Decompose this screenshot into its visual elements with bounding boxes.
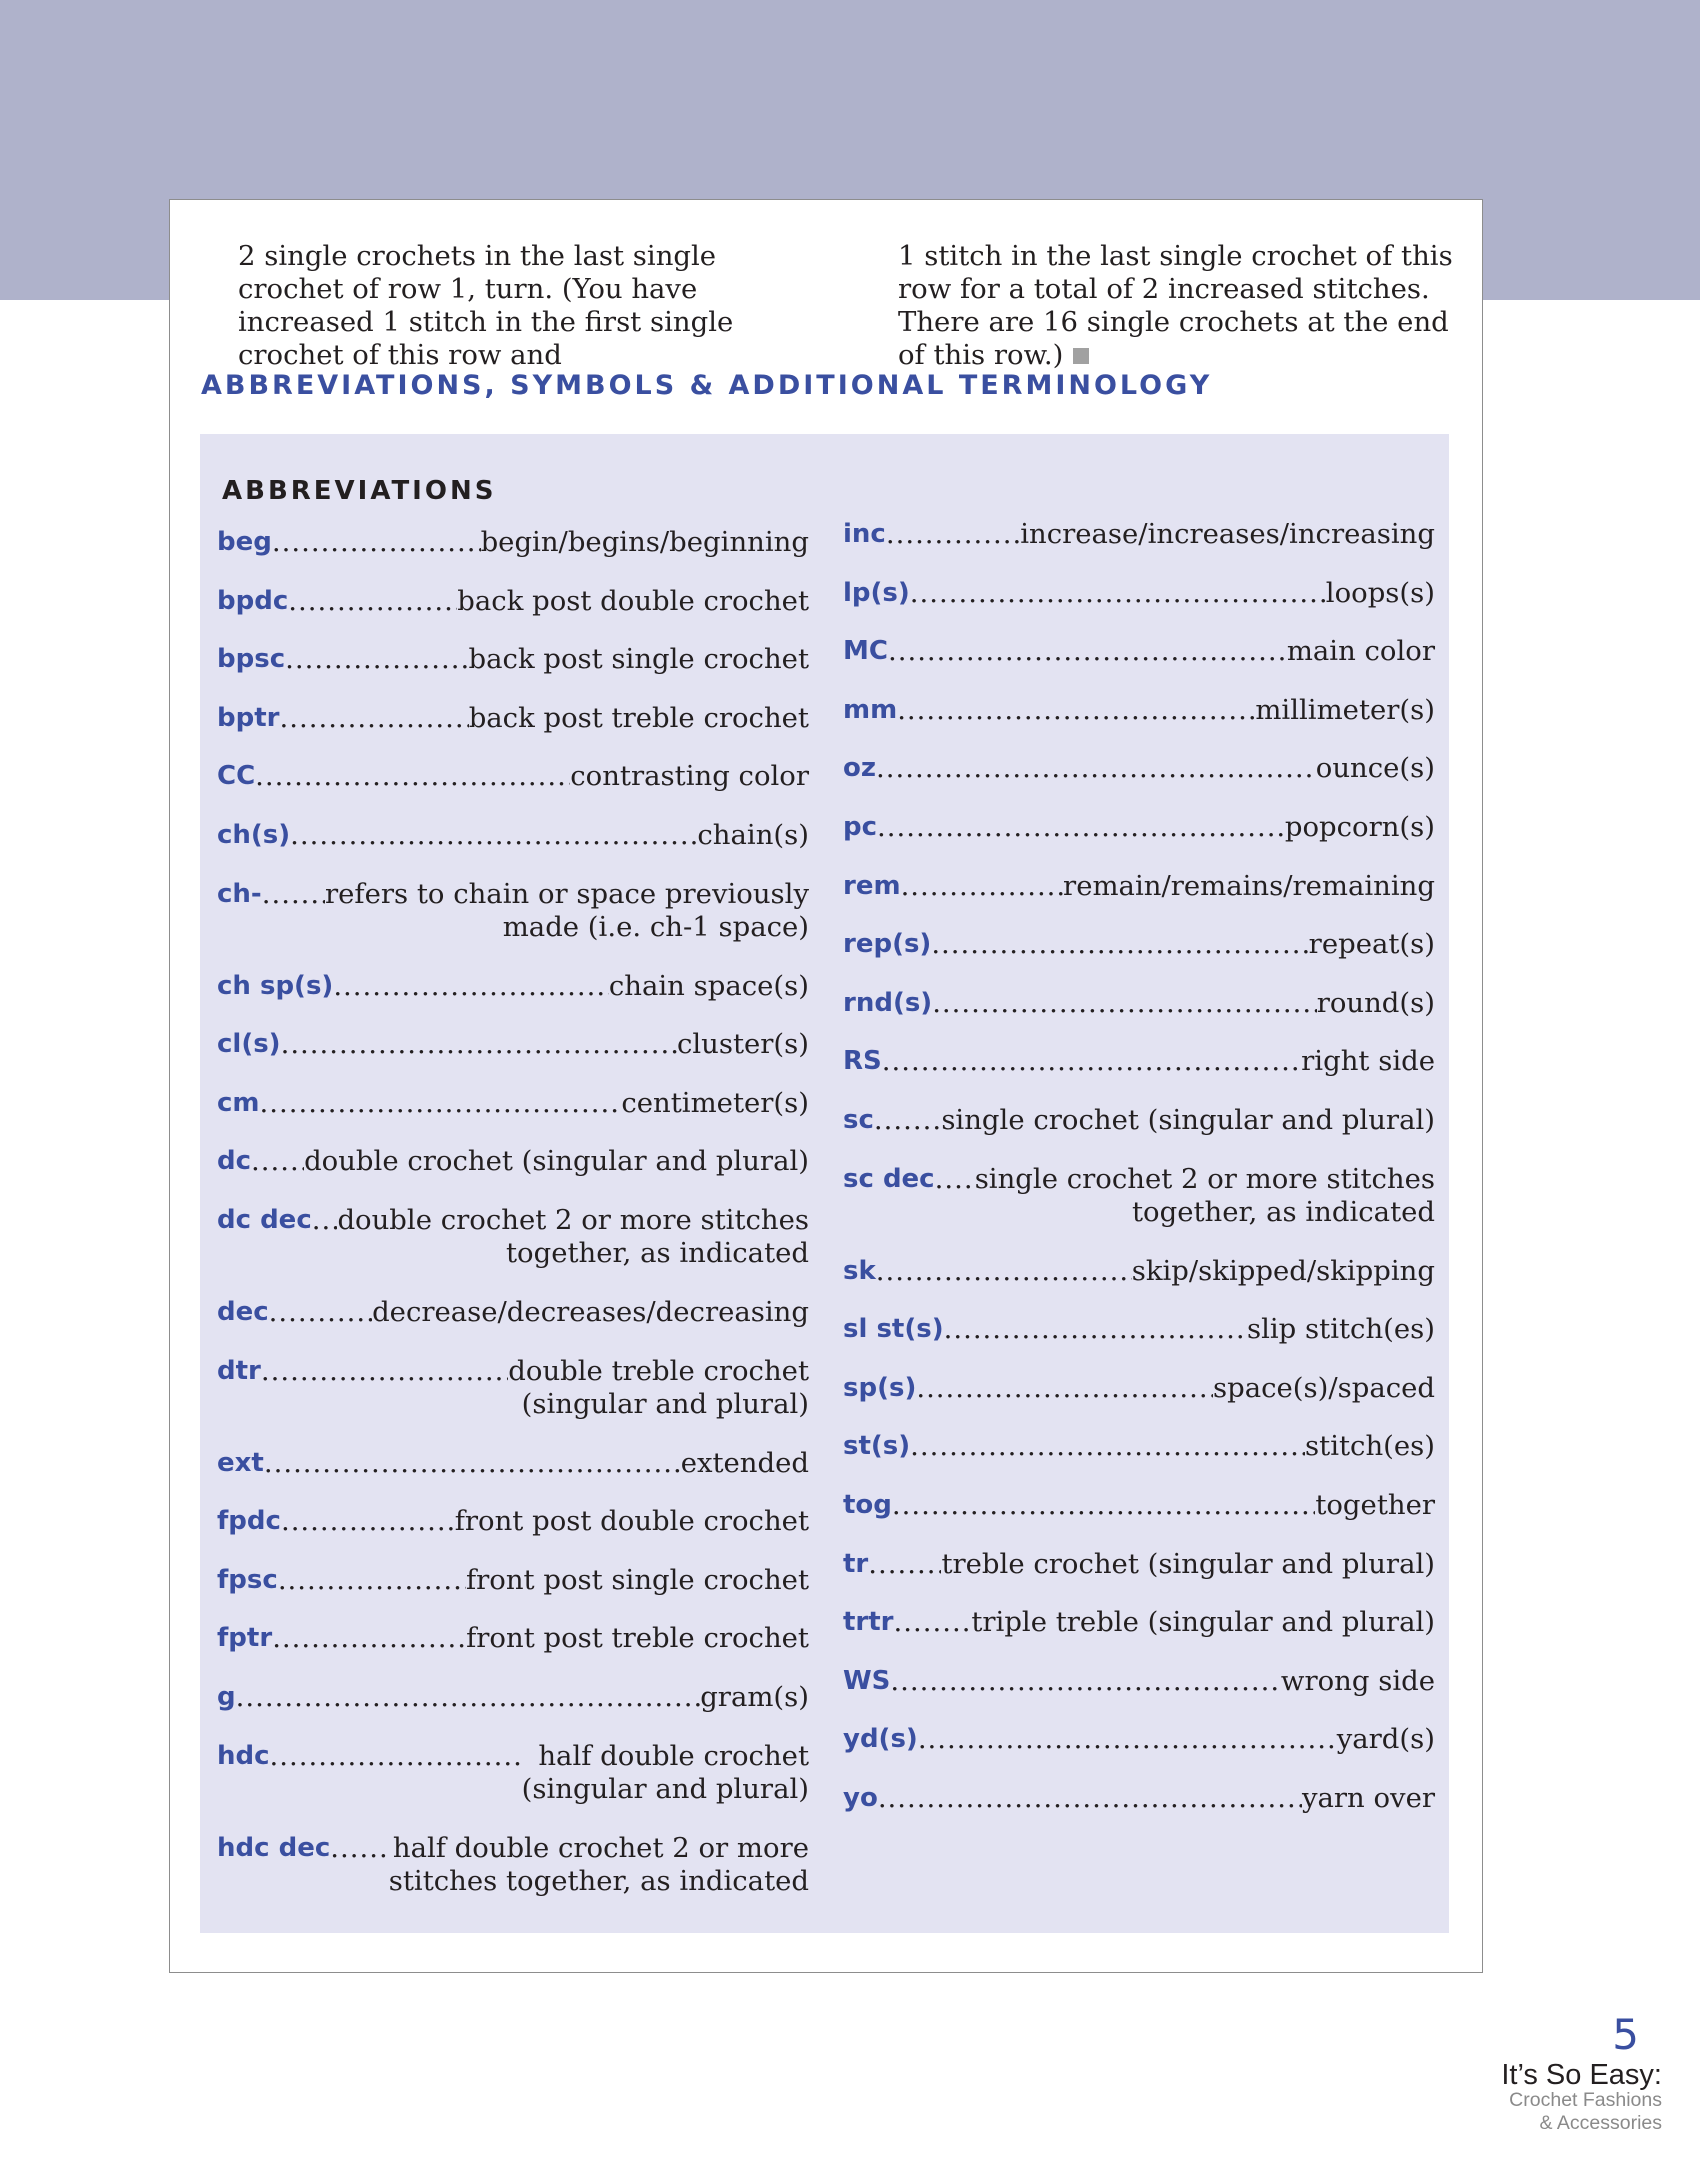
- dot-leader: [278, 1564, 466, 1597]
- definition-line-1: begin/begins/beginning: [480, 526, 809, 558]
- abbreviation-definition: [389, 1832, 809, 1898]
- dot-leader: [886, 518, 1020, 551]
- abbreviation-definition-wrap: [894, 1606, 1435, 1639]
- definition-line-1: half double crochet 2 or more: [392, 1831, 809, 1864]
- definition-line-1: chain space(s): [608, 969, 809, 1002]
- abbreviation-definition-wrap: [290, 819, 809, 852]
- abbreviation-term: dc dec: [217, 1204, 312, 1235]
- book-title: It’s So Easy:: [1501, 2059, 1662, 2091]
- abbreviation-entry: [843, 1782, 1435, 1841]
- intro-left-paragraph: 2 single crochets in the last single crochet of row 1, turn. (You have increased 1 stitch in the first single crochet of this row and: [238, 240, 734, 371]
- abbreviation-entry: [217, 1145, 809, 1204]
- abbreviation-definition: [681, 1447, 809, 1480]
- definition-line-1: decrease/decreases/decreasing: [372, 1295, 809, 1328]
- dot-leader: [264, 1447, 681, 1480]
- abbreviation-term: hdc dec: [217, 1832, 331, 1863]
- dot-leader: [261, 1355, 508, 1388]
- abbreviation-definition: [697, 819, 809, 852]
- abbreviation-definition-wrap: [931, 928, 1435, 961]
- dot-leader: [878, 1782, 1302, 1815]
- abbreviation-entry: [217, 1028, 809, 1087]
- abbreviation-term: dc: [217, 1146, 252, 1177]
- definition-line-1: centimeter(s): [621, 1086, 809, 1119]
- abbreviation-definition: [469, 643, 809, 676]
- abbreviation-entry: [217, 643, 809, 702]
- abbreviation-entry: [217, 878, 809, 970]
- abbreviation-definition-wrap: [260, 1087, 809, 1120]
- abbreviation-term: tog: [843, 1489, 892, 1520]
- abbreviation-definition-wrap: [892, 1489, 1435, 1522]
- definition-line-1: slip stitch(es): [1246, 1313, 1435, 1346]
- definition-line-2: made (i.e. ch-1 space): [502, 910, 809, 943]
- dot-leader: [290, 819, 697, 852]
- definition-line-1: contrasting color: [570, 760, 809, 793]
- abbreviation-entry: [843, 577, 1435, 636]
- abbreviation-entry: [843, 635, 1435, 694]
- abbreviation-definition-wrap: [910, 577, 1435, 610]
- abbreviation-definition: [466, 1622, 809, 1655]
- abbreviation-definition: [941, 1548, 1435, 1581]
- abbreviation-entry: [217, 1622, 809, 1681]
- definition-line-1: triple treble (singular and plural): [971, 1606, 1435, 1639]
- abbreviation-entry: [843, 752, 1435, 811]
- abbreviation-entry: [843, 987, 1435, 1046]
- abbreviation-definition-wrap: [281, 1028, 809, 1061]
- abbreviation-definition: [337, 1204, 809, 1270]
- dot-leader: [876, 1255, 1132, 1288]
- abbreviations-panel: [200, 434, 1449, 1933]
- dot-leader: [312, 1204, 338, 1237]
- definition-line-1: double crochet 2 or more stitches: [337, 1203, 809, 1236]
- abbreviation-term: lp(s): [843, 577, 910, 608]
- dot-leader: [932, 987, 1317, 1020]
- definition-line-1: half double crochet: [538, 1739, 809, 1772]
- abbreviation-definition: [700, 1681, 809, 1714]
- definition-line-2: (singular and plural): [521, 1387, 809, 1420]
- abbreviation-definition: [1281, 1665, 1435, 1698]
- dot-leader: [251, 1145, 304, 1178]
- abbreviation-definition-wrap: [272, 1622, 809, 1655]
- abbreviation-entry: [217, 1832, 809, 1924]
- abbreviation-term: g: [217, 1681, 236, 1712]
- abbreviation-term: pc: [843, 811, 878, 842]
- abbreviation-definition: [1302, 1782, 1435, 1815]
- abbreviation-definition: [508, 1355, 809, 1421]
- abbreviation-entry: [843, 694, 1435, 753]
- definition-line-1: round(s): [1316, 986, 1435, 1019]
- abbreviation-definition: [1301, 1045, 1435, 1078]
- abbreviation-definition-wrap: [910, 1430, 1435, 1463]
- definition-line-1: front post double crochet: [454, 1505, 809, 1538]
- abbreviation-definition-wrap: [270, 1740, 809, 1806]
- abbreviation-definition-wrap: [255, 760, 809, 793]
- definition-line-1: remain/remains/remaining: [1063, 869, 1435, 902]
- dot-leader: [255, 760, 570, 793]
- definition-line-1: popcorn(s): [1284, 810, 1435, 843]
- abbreviation-entry: [843, 1104, 1435, 1163]
- abbreviation-definition-wrap: [272, 526, 809, 559]
- dot-leader: [892, 1489, 1315, 1522]
- definition-line-1: yard(s): [1336, 1723, 1435, 1756]
- abbreviation-entry: [843, 1606, 1435, 1665]
- abbreviation-term: beg: [217, 527, 272, 557]
- definition-line-1: loops(s): [1325, 576, 1435, 609]
- abbreviation-entry: [217, 1740, 809, 1832]
- intro-right-text: 1 stitch in the last single crochet of this row for a total of 2 increased stitches. There are 16 single crochets at the end of this row.): [898, 240, 1453, 371]
- abbreviation-definition-wrap: [882, 1045, 1435, 1078]
- abbreviation-entry: [843, 1548, 1435, 1607]
- book-subtitle: [1509, 2089, 1662, 2135]
- abbreviations-left-column: [217, 526, 809, 1924]
- dot-leader: [910, 1430, 1305, 1463]
- dot-leader: [916, 1372, 1213, 1405]
- abbreviation-entry: [217, 970, 809, 1029]
- definition-line-1: millimeter(s): [1255, 693, 1435, 726]
- abbreviation-term: inc: [843, 519, 886, 549]
- definition-line-2: (singular and plural): [521, 1772, 809, 1805]
- definition-line-1: ounce(s): [1315, 752, 1435, 785]
- abbreviation-definition: [1247, 1313, 1435, 1346]
- dot-leader: [882, 1045, 1301, 1078]
- abbreviation-entry: [843, 1430, 1435, 1489]
- abbreviation-entry: [843, 870, 1435, 929]
- definition-line-1: front post single crochet: [465, 1563, 809, 1596]
- book-subtitle-line-1: Crochet Fashions: [1509, 2089, 1662, 2111]
- abbreviation-term: mm: [843, 694, 898, 725]
- dot-leader: [901, 870, 1063, 903]
- dot-leader: [272, 1622, 466, 1655]
- abbreviation-term: tr: [843, 1548, 869, 1579]
- end-square-icon: [1073, 348, 1089, 364]
- abbreviation-definition: [1305, 1430, 1435, 1463]
- abbreviation-definition-wrap: [935, 1163, 1435, 1229]
- abbreviation-definition: [325, 878, 809, 944]
- abbreviation-term: sp(s): [843, 1372, 917, 1403]
- abbreviation-definition: [1285, 811, 1435, 844]
- definition-line-1: together: [1315, 1488, 1435, 1521]
- abbreviation-entry: [843, 518, 1435, 577]
- abbreviation-definition: [481, 526, 809, 559]
- abbreviation-term: hdc: [217, 1740, 270, 1771]
- abbreviation-definition-wrap: [251, 1145, 809, 1178]
- intro-right-column: [898, 240, 1478, 372]
- dot-leader: [935, 1163, 975, 1196]
- abbreviation-term: yd(s): [843, 1724, 918, 1755]
- definition-line-1: treble crochet (singular and plural): [941, 1547, 1435, 1580]
- abbreviation-definition-wrap: [288, 585, 809, 618]
- abbreviation-definition: [522, 1740, 809, 1806]
- abbreviations-heading: ABBREVIATIONS: [222, 476, 497, 506]
- abbreviation-definition: [1337, 1723, 1435, 1756]
- dot-leader: [279, 702, 468, 735]
- dot-leader: [877, 811, 1285, 844]
- abbreviation-term: fptr: [217, 1623, 273, 1654]
- intro-left-column: [238, 240, 818, 372]
- definition-line-1: extended: [680, 1446, 809, 1479]
- abbreviation-term: dec: [217, 1296, 269, 1327]
- abbreviation-entry: [217, 526, 809, 585]
- abbreviation-term: ch-: [217, 878, 262, 909]
- abbreviation-entry: [217, 1681, 809, 1740]
- abbreviation-entry: [217, 1355, 809, 1447]
- abbreviation-definition-wrap: [918, 1723, 1435, 1756]
- abbreviation-entry: [217, 760, 809, 819]
- abbreviation-term: st(s): [843, 1431, 911, 1462]
- dot-leader: [281, 1505, 455, 1538]
- abbreviation-term: sk: [843, 1255, 876, 1286]
- abbreviation-definition-wrap: [897, 694, 1435, 727]
- abbreviation-definition: [372, 1296, 809, 1329]
- abbreviation-definition-wrap: [944, 1313, 1435, 1346]
- dot-leader: [272, 526, 481, 559]
- dot-leader: [910, 577, 1326, 610]
- definition-line-1: back post treble crochet: [468, 701, 809, 734]
- dot-leader: [269, 1296, 372, 1329]
- definition-line-1: main color: [1286, 635, 1435, 668]
- definition-line-1: back post double crochet: [457, 584, 809, 617]
- definition-line-1: single crochet 2 or more stitches: [974, 1162, 1435, 1195]
- abbreviation-definition: [1317, 987, 1435, 1020]
- content-frame: [169, 199, 1483, 1973]
- abbreviation-definition-wrap: [236, 1681, 809, 1714]
- definition-line-1: repeat(s): [1308, 928, 1435, 961]
- dot-leader: [262, 878, 325, 911]
- page-number: 5: [1612, 2010, 1639, 2059]
- abbreviation-definition-wrap: [932, 987, 1435, 1020]
- abbreviation-definition: [621, 1087, 809, 1120]
- definition-line-1: increase/increases/increasing: [1020, 518, 1435, 550]
- abbreviation-term: fpsc: [217, 1564, 278, 1595]
- abbreviation-entry: [217, 1087, 809, 1146]
- abbreviation-definition: [1255, 694, 1435, 727]
- abbreviations-right-column: [843, 518, 1435, 1840]
- dot-leader: [876, 752, 1316, 785]
- abbreviation-term: WS: [843, 1665, 891, 1696]
- abbreviation-definition-wrap: [888, 635, 1435, 668]
- abbreviation-definition-wrap: [281, 1505, 809, 1538]
- dot-leader: [931, 928, 1308, 961]
- abbreviation-entry: [843, 1313, 1435, 1372]
- abbreviation-definition-wrap: [916, 1372, 1435, 1405]
- abbreviation-definition: [1132, 1255, 1435, 1288]
- definition-line-1: space(s)/spaced: [1212, 1371, 1435, 1404]
- definition-line-2: stitches together, as indicated: [388, 1864, 809, 1897]
- abbreviation-term: bpdc: [217, 585, 289, 616]
- definition-line-2: together, as indicated: [1131, 1195, 1435, 1228]
- abbreviation-definition: [941, 1104, 1435, 1137]
- abbreviation-definition: [469, 702, 809, 735]
- abbreviation-definition: [609, 970, 809, 1003]
- abbreviation-entry: [843, 1045, 1435, 1104]
- section-heading: ABBREVIATIONS, SYMBOLS & ADDITIONAL TERMINOLOGY: [201, 370, 1213, 401]
- abbreviation-entry: [217, 585, 809, 644]
- abbreviation-term: bptr: [217, 702, 280, 733]
- dot-leader: [270, 1740, 522, 1773]
- abbreviation-definition-wrap: [261, 1355, 809, 1421]
- dot-leader: [918, 1723, 1337, 1756]
- definition-line-1: double treble crochet: [508, 1354, 809, 1387]
- definition-line-1: gram(s): [700, 1680, 809, 1713]
- dot-leader: [281, 1028, 677, 1061]
- abbreviation-entry: [217, 1564, 809, 1623]
- dot-leader: [288, 585, 457, 618]
- dot-leader: [285, 643, 468, 676]
- abbreviation-term: RS: [843, 1046, 882, 1077]
- abbreviation-definition-wrap: [279, 702, 809, 735]
- definition-line-1: right side: [1301, 1045, 1435, 1078]
- definition-line-1: stitch(es): [1305, 1430, 1435, 1463]
- dot-leader: [868, 1548, 941, 1581]
- abbreviation-entry: [217, 1204, 809, 1296]
- abbreviation-term: sl st(s): [843, 1314, 944, 1345]
- abbreviation-term: sc dec: [843, 1163, 935, 1194]
- abbreviation-term: cm: [217, 1087, 260, 1118]
- intro-text: [238, 240, 1478, 372]
- abbreviation-entry: [217, 1447, 809, 1506]
- abbreviation-term: yo: [843, 1782, 878, 1813]
- definition-line-1: double crochet (singular and plural): [304, 1145, 809, 1178]
- abbreviation-entry: [843, 1723, 1435, 1782]
- abbreviation-entry: [217, 702, 809, 761]
- definition-line-1: single crochet (singular and plural): [941, 1103, 1435, 1136]
- abbreviation-definition: [1020, 518, 1435, 551]
- abbreviation-definition-wrap: [278, 1564, 809, 1597]
- abbreviation-entry: [217, 1505, 809, 1564]
- abbreviation-definition: [1309, 928, 1435, 961]
- abbreviation-term: sc: [843, 1104, 874, 1135]
- abbreviation-definition: [1063, 870, 1435, 903]
- abbreviation-definition: [1316, 752, 1435, 785]
- abbreviation-definition-wrap: [876, 752, 1435, 785]
- abbreviation-definition-wrap: [876, 1255, 1435, 1288]
- abbreviation-definition-wrap: [269, 1296, 809, 1329]
- intro-right-paragraph: [898, 240, 1478, 372]
- definition-line-1: refers to chain or space previously: [324, 877, 809, 910]
- abbreviation-definition: [1315, 1489, 1435, 1522]
- dot-leader: [897, 694, 1255, 727]
- abbreviation-term: ext: [217, 1447, 264, 1478]
- abbreviation-definition: [304, 1145, 809, 1178]
- abbreviation-definition-wrap: [264, 1447, 809, 1480]
- abbreviation-entry: [843, 928, 1435, 987]
- dot-leader: [874, 1104, 941, 1137]
- abbreviation-entry: [843, 811, 1435, 870]
- abbreviation-term: CC: [217, 761, 256, 792]
- abbreviation-term: fpdc: [217, 1506, 281, 1537]
- abbreviation-definition-wrap: [262, 878, 809, 944]
- abbreviation-definition: [677, 1028, 809, 1061]
- dot-leader: [333, 970, 609, 1003]
- abbreviation-entry: [217, 819, 809, 878]
- abbreviation-term: dtr: [217, 1355, 261, 1386]
- abbreviation-definition-wrap: [874, 1104, 1435, 1137]
- dot-leader: [944, 1313, 1247, 1346]
- definition-line-2: together, as indicated: [505, 1236, 809, 1269]
- abbreviation-entry: [843, 1255, 1435, 1314]
- abbreviation-definition-wrap: [333, 970, 809, 1003]
- abbreviation-term: cl(s): [217, 1029, 281, 1060]
- book-subtitle-line-2: & Accessories: [1539, 2112, 1662, 2134]
- definition-line-1: front post treble crochet: [466, 1622, 809, 1655]
- abbreviation-term: MC: [843, 636, 888, 667]
- dot-leader: [260, 1087, 622, 1120]
- abbreviation-definition-wrap: [868, 1548, 1435, 1581]
- abbreviation-term: rem: [843, 870, 901, 901]
- abbreviation-definition: [466, 1564, 809, 1597]
- abbreviation-definition-wrap: [890, 1665, 1435, 1698]
- abbreviation-entry: [843, 1665, 1435, 1724]
- abbreviation-definition-wrap: [886, 518, 1435, 551]
- abbreviation-entry: [843, 1372, 1435, 1431]
- abbreviation-term: rep(s): [843, 929, 932, 960]
- abbreviation-definition-wrap: [312, 1204, 809, 1270]
- dot-leader: [888, 635, 1287, 668]
- definition-line-1: wrong side: [1280, 1664, 1435, 1697]
- abbreviation-definition-wrap: [901, 870, 1435, 903]
- abbreviation-term: ch sp(s): [217, 970, 334, 1001]
- abbreviation-definition: [1326, 577, 1435, 610]
- dot-leader: [894, 1606, 972, 1639]
- abbreviation-term: rnd(s): [843, 987, 933, 1018]
- definition-line-1: back post single crochet: [468, 643, 809, 676]
- abbreviation-term: ch(s): [217, 819, 291, 850]
- abbreviation-term: trtr: [843, 1607, 894, 1638]
- definition-line-1: skip/skipped/skipping: [1131, 1254, 1435, 1287]
- abbreviation-entry: [843, 1489, 1435, 1548]
- definition-line-1: cluster(s): [676, 1028, 809, 1061]
- dot-leader: [330, 1832, 388, 1865]
- dot-leader: [890, 1665, 1281, 1698]
- abbreviation-definition: [971, 1606, 1435, 1639]
- definition-line-1: chain(s): [697, 818, 809, 851]
- abbreviation-definition-wrap: [330, 1832, 809, 1898]
- abbreviation-definition: [975, 1163, 1435, 1229]
- abbreviation-definition: [1287, 635, 1435, 668]
- dot-leader: [236, 1681, 701, 1714]
- abbreviation-definition-wrap: [877, 811, 1435, 844]
- abbreviation-definition: [455, 1505, 809, 1538]
- abbreviation-definition: [570, 760, 809, 793]
- definition-line-1: yarn over: [1301, 1781, 1435, 1814]
- abbreviation-definition-wrap: [878, 1782, 1435, 1815]
- abbreviation-entry: [843, 1163, 1435, 1255]
- abbreviation-term: bpsc: [217, 644, 286, 675]
- abbreviation-definition: [1213, 1372, 1435, 1405]
- abbreviation-definition-wrap: [285, 643, 809, 676]
- abbreviation-term: oz: [843, 753, 876, 784]
- abbreviation-definition: [457, 585, 809, 618]
- abbreviation-entry: [217, 1296, 809, 1355]
